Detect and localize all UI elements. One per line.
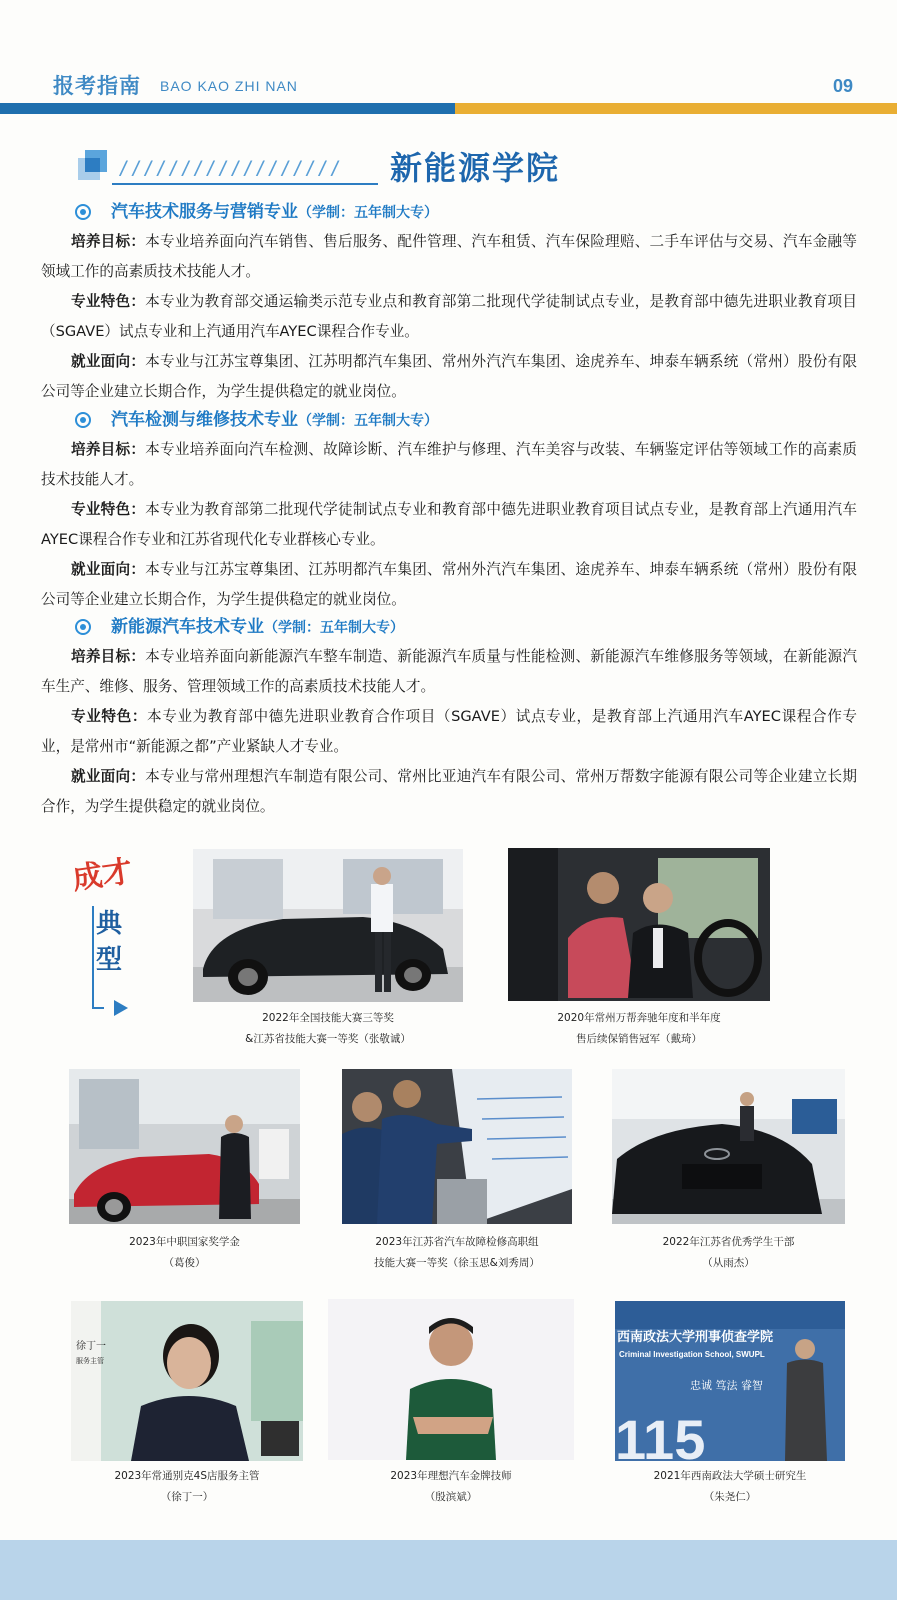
photo-caption-6: 2023年常通别克4S店服务主管 （徐丁一） — [114, 1470, 260, 1503]
program-name: 汽车技术服务与营销专业 — [111, 202, 298, 222]
program-duration: （学制：五年制大专） — [298, 413, 438, 429]
program-feature: 专业特色：本专业为教育部第二批现代学徒制试点专业和教育部中德先进职业教育项目试点专业，是教育部上汽通用汽车AYEC课程合作专业和江苏省现代化专业群核心专业。 — [41, 501, 857, 548]
photo-caption-8: 2021年西南政法大学硕士研究生 （朱尧仁） — [653, 1470, 807, 1503]
section-underline — [112, 183, 378, 185]
header-pinyin: BAO KAO ZHI NAN — [160, 78, 298, 94]
program-duration: （学制：五年制大专） — [264, 620, 404, 636]
photo-graduate-student — [615, 1301, 845, 1461]
program-heading — [41, 405, 857, 435]
bullet-icon — [75, 412, 91, 428]
photo-caption-7: 2023年理想汽车金牌技师 （殷滨斌） — [390, 1470, 512, 1503]
bullet-icon — [75, 204, 91, 220]
program-name: 汽车检测与维修技术专业 — [111, 410, 298, 430]
showcase-arrow-icon — [114, 1000, 128, 1016]
showcase-title-bottom: 典型 — [96, 909, 123, 975]
photo-service-manager — [71, 1301, 303, 1461]
program-block-2 — [41, 405, 857, 615]
photo-showroom-car — [193, 849, 463, 1002]
program-goal: 培养目标：本专业培养面向汽车检测、故障诊断、汽车维护与修理、汽车美容与改装、车辆鉴定评估等领域工作的高素质技术技能人才。 — [41, 441, 857, 488]
photo-caption-1: 2022年全国技能大赛三等奖 &江苏省技能大赛一等奖（张敬诚） — [245, 1012, 411, 1045]
program-goal: 培养目标：本专业培养面向汽车销售、售后服务、配件管理、汽车租赁、汽车保险理赔、二手车评估与交易、汽车金融等领域工作的高素质技术技能人才。 — [41, 233, 857, 280]
bullet-icon — [75, 619, 91, 635]
program-feature: 专业特色：本专业为教育部中德先进职业教育合作项目（SGAVE）试点专业，是教育部上汽通用汽车AYEC课程合作专业，是常州市“新能源之都”产业紧缺人才专业。 — [41, 708, 857, 755]
photo-diagnostic-screen — [342, 1069, 572, 1224]
section-title: 新能源学院 — [390, 149, 561, 187]
banner-chinese: 西南政法大学刑事侦查学院 — [617, 1330, 774, 1345]
name-tag-role: 服务主管 — [76, 1357, 104, 1365]
photo-caption-4: 2023年江苏省汽车故障检修高职组 技能大赛一等奖（徐玉思&刘秀周） — [374, 1236, 540, 1269]
program-employment: 就业面向：本专业与江苏宝尊集团、江苏明都汽车集团、常州外汽汽车集团、途虎养车、坤泰车辆系统（常州）股份有限公司等企业建立长期合作，为学生提供稳定的就业岗位。 — [41, 561, 857, 608]
showcase-bracket-line — [92, 906, 94, 1008]
header-bar-blue — [0, 103, 455, 114]
showcase-bracket-foot — [92, 1007, 104, 1009]
photo-red-car — [69, 1069, 300, 1224]
photo-black-car — [612, 1069, 845, 1224]
page-number: 09 — [832, 76, 853, 96]
banner-english: Criminal Investigation School, SWUPL — [619, 1350, 765, 1359]
showcase-title-top: 成才 — [70, 853, 135, 897]
header-title: 报考指南 — [53, 74, 141, 98]
program-goal: 培养目标：本专业培养面向新能源汽车整车制造、新能源汽车质量与性能检测、新能源汽车维修服务等领域，在新能源汽车生产、维修、服务、管理领域工作的高素质技术技能人才。 — [41, 648, 857, 695]
program-heading — [41, 197, 857, 227]
program-employment: 就业面向：本专业与常州理想汽车制造有限公司、常州比亚迪汽车有限公司、常州万帮数字能源有限公司等企业建立长期合作，为学生提供稳定的就业岗位。 — [41, 768, 857, 815]
photo-car-interior — [508, 848, 770, 1001]
program-duration: （学制：五年制大专） — [298, 205, 438, 221]
photo-caption-2: 2020年常州万帮奔驰年度和半年度 售后续保销售冠军（戴琦） — [557, 1012, 721, 1045]
section-cube-icon — [78, 150, 108, 182]
svg-text:115: 115 — [615, 1408, 706, 1461]
program-block-1 — [41, 197, 857, 407]
program-employment: 就业面向：本专业与江苏宝尊集团、江苏明都汽车集团、常州外汽汽车集团、途虎养车、坤泰车辆系统（常州）股份有限公司等企业建立长期合作，为学生提供稳定的就业岗位。 — [41, 353, 857, 400]
photo-caption-3: 2023年中职国家奖学金 （葛俊） — [129, 1236, 240, 1269]
header-bar-gold — [455, 103, 897, 114]
footer-band — [0, 1540, 897, 1600]
name-tag-text: 徐丁一 — [76, 1341, 106, 1352]
program-heading — [41, 612, 857, 642]
photo-technician — [328, 1299, 574, 1460]
program-name: 新能源汽车技术专业 — [111, 617, 264, 637]
program-block-3 — [41, 612, 857, 822]
section-slash-decoration: ////////////////// — [118, 157, 342, 179]
showcase-label — [72, 850, 152, 1020]
banner-motto: 忠诚 笃法 睿智 — [690, 1379, 763, 1392]
photo-caption-5: 2022年江苏省优秀学生干部 （从雨杰） — [662, 1236, 795, 1269]
program-feature: 专业特色：本专业为教育部交通运输类示范专业点和教育部第二批现代学徒制试点专业，是教育部中德先进职业教育项目（SGAVE）试点专业和上汽通用汽车AYEC课程合作专业。 — [41, 293, 857, 340]
